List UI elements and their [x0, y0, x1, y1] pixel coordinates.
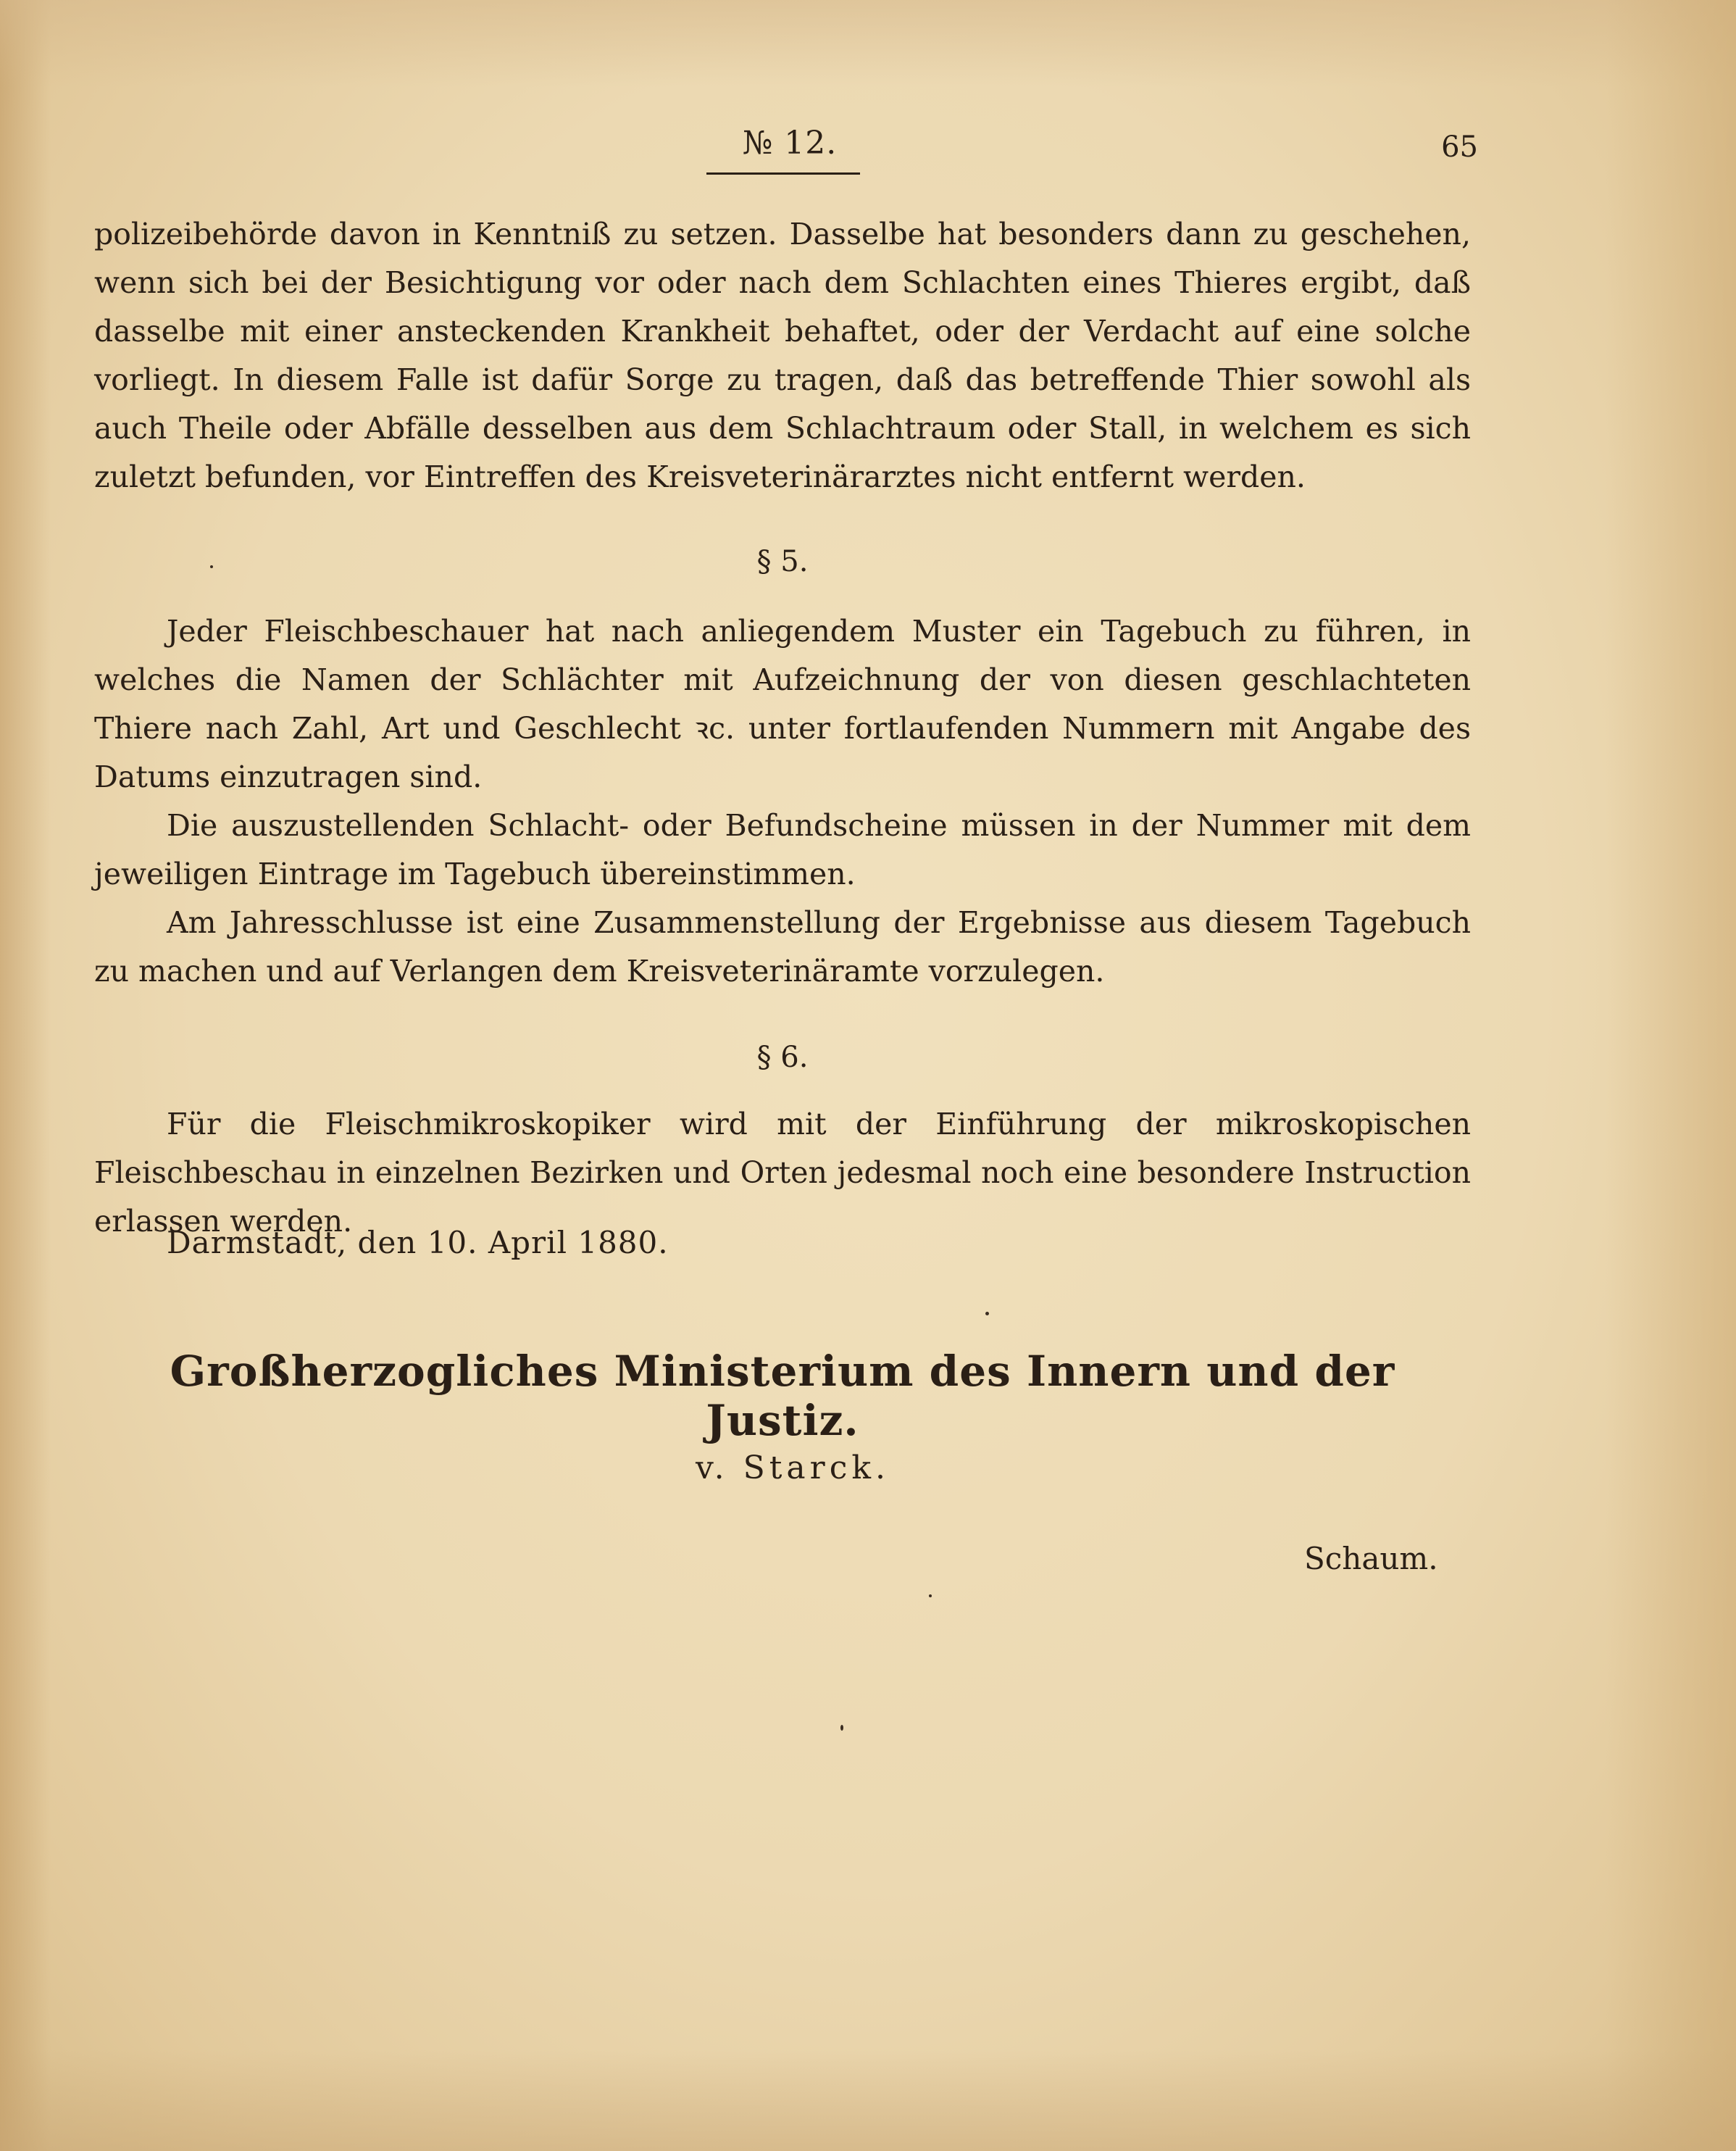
- section-5-paragraph: Jeder Fleischbeschauer hat nach anliegendem Muster ein Tagebuch zu führen, in welches die Namen der Schlächter mit Aufzeichnung der von diesen geschlachteten Thiere nach Zahl, Art und Geschlecht ꝛc. unter fortlaufenden Nummern mit Angabe des Datums einzutragen sind.: [94, 614, 1471, 794]
- section-5-paragraph: Am Jahresschlusse ist eine Zusammenstellung der Ergebnisse aus diesem Tagebuch zu machen und auf Verlangen dem Kreisveterinäramte vorzulegen.: [94, 905, 1471, 989]
- issue-number: № 12.: [742, 125, 838, 162]
- section-6-body: [94, 1100, 1471, 1246]
- paper-edge-right: [1606, 0, 1736, 2151]
- paper-edge-left: [0, 0, 51, 2151]
- section-5-heading: § 5.: [756, 545, 809, 578]
- ink-speck: [840, 1725, 843, 1731]
- ink-speck: [985, 1312, 989, 1315]
- signer-name: v. Starck.: [696, 1449, 890, 1486]
- page-number: 65: [1441, 130, 1478, 164]
- paper-edge-bottom: [0, 2050, 1736, 2151]
- section-5-body: [94, 607, 1471, 996]
- section-6-heading: § 6.: [756, 1041, 809, 1074]
- cosigner-name: Schaum.: [1304, 1541, 1438, 1576]
- paper-edge-top: [0, 0, 1736, 87]
- dateline: Darmstadt, den 10. April 1880.: [167, 1225, 669, 1260]
- intro-paragraph: polizeibehörde davon in Kenntniß zu setzen. Dasselbe hat besonders dann zu geschehen, wenn sich bei der Besichtigung vor oder nach dem Schlachten eines Thieres ergibt, daß dasselbe mit einer ansteckenden Krankheit behaftet, oder der Verdacht auf eine solche vorliegt. In diesem Falle ist dafür Sorge zu tragen, daß das betreffende Thier sowohl als auch Theile oder Abfälle desselben aus dem Schlachtraum oder Stall, in welchem es sich zuletzt befunden, vor Eintreffen des Kreisveterinärarztes nicht entfernt werden.: [94, 217, 1471, 494]
- section-5-paragraph: Die auszustellenden Schlacht- oder Befundscheine müssen in der Nummer mit dem jeweiligen Eintrage im Tagebuch übereinstimmen.: [94, 808, 1471, 891]
- ink-speck: [929, 1594, 932, 1597]
- header-rule: [706, 172, 860, 175]
- section-6-paragraph: Für die Fleischmikroskopiker wird mit der Einführung der mikroskopischen Fleischbeschau in einzelnen Bezirken und Orten jedesmal noch eine besondere Instruction erlassen werden.: [94, 1107, 1471, 1239]
- ink-speck: [210, 565, 213, 568]
- ministry-title: Großherzogliches Ministerium des Innern und der Justiz.: [170, 1347, 1395, 1445]
